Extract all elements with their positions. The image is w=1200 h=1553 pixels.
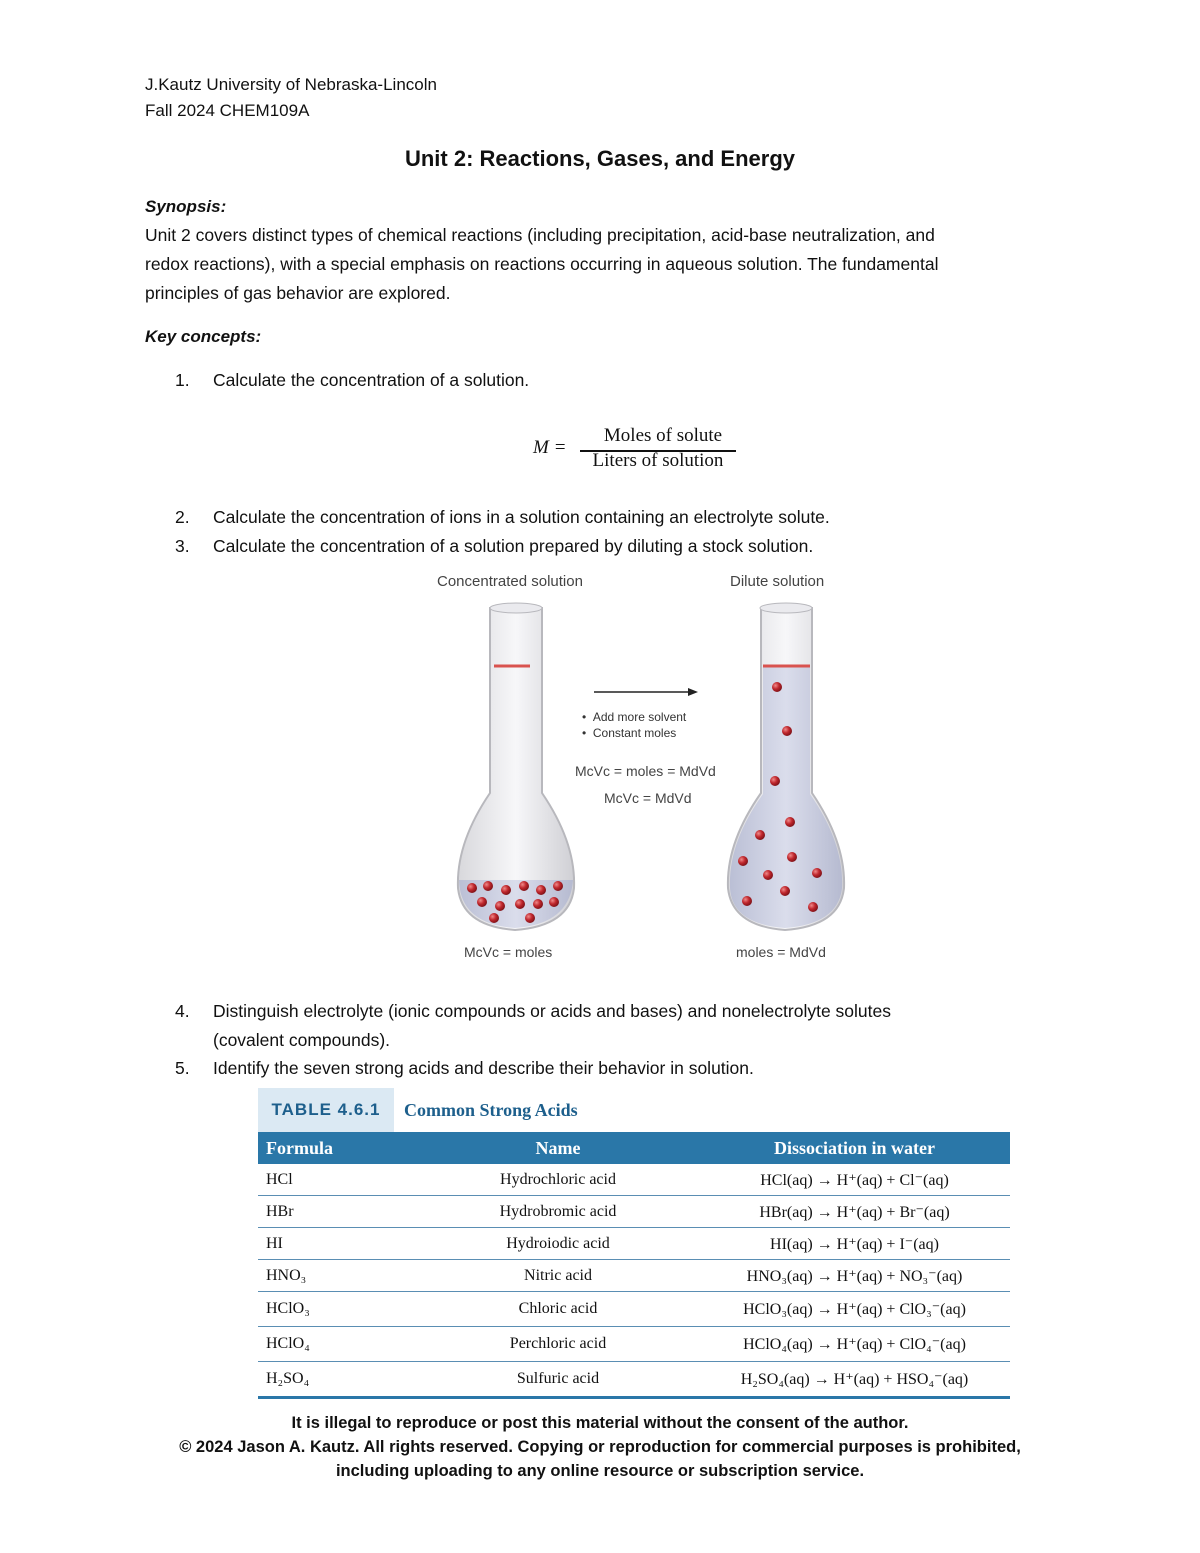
bullet-add-solvent: • Add more solvent [582,710,687,724]
cell-name: Hydrobromic acid [417,1196,699,1228]
list-number: 1. [175,370,190,390]
page-title: Unit 2: Reactions, Gases, and Energy [404,146,795,171]
strong-acids-table [258,1088,1010,1399]
cell-name: Perchloric acid [417,1327,699,1362]
cell-name: Chloric acid [417,1292,699,1327]
list-text-continued: (covalent compounds). [213,1030,391,1050]
table-row [258,1362,1010,1398]
synopsis-label: Synopsis: [145,197,227,216]
list-text: Calculate the concentration of a solution prepared by diluting a stock solution. [213,536,814,556]
acids-data-table [258,1132,1010,1399]
dilute-flask [728,603,844,930]
cell-dissociation: HNO₃(aq) → H⁺(aq) + NO₃⁻(aq) [699,1260,1010,1292]
right-arrow-icon [594,688,698,696]
cell-name: Nitric acid [417,1260,699,1292]
dilute-label: Dilute solution [730,573,825,590]
concentrated-flask [458,603,574,930]
header-line-2: Fall 2024 CHEM109A [145,101,310,120]
header-line-1: J.Kautz University of Nebraska-Lincoln [145,75,437,94]
list-item [175,1054,1055,1083]
cell-name: Hydrochloric acid [417,1164,699,1196]
cell-formula: HCl [258,1164,417,1196]
table-row [258,1228,1010,1260]
cell-formula: HClO₃ [258,1292,417,1327]
dilution-eq-2: McVc = MdVd [604,790,692,806]
synopsis-line-3: principles of gas behavior are explored. [145,283,451,303]
key-concepts-label: Key concepts: [145,327,262,346]
footer-line-3: including uploading to any online resource or subscription service. [335,1462,865,1480]
list-item [175,366,1055,395]
list-number: 4. [175,1001,190,1021]
cell-formula: HNO₃ [258,1260,417,1292]
table-header-row [258,1132,1010,1164]
molarity-formula [533,425,753,477]
cell-dissociation: HCl(aq) → H⁺(aq) + Cl⁻(aq) [699,1164,1010,1196]
footer-line-1: It is illegal to reproduce or post this material without the consent of the author. [291,1414,909,1432]
formula-denominator: Liters of solution [592,450,724,471]
synopsis-line-2: redox reactions), with a special emphasis on reactions occurring in aqueous solution. The fundamental [145,254,939,274]
cell-formula: H₂SO₄ [258,1362,417,1398]
table-row [258,1164,1010,1196]
table-number: TABLE 4.6.1 [258,1088,394,1132]
column-header-dissociation: Dissociation in water [699,1132,1010,1164]
table-row [258,1292,1010,1327]
table-heading [258,1088,1010,1132]
formula-numerator: Moles of solute [603,425,723,446]
bullet-constant-moles: • Constant moles [582,726,677,740]
list-text: Calculate the concentration of ions in a solution containing an electrolyte solute. [213,507,830,527]
cell-name: Hydroiodic acid [417,1228,699,1260]
synopsis-line-1: Unit 2 covers distinct types of chemical reactions (including precipitation, acid-base neutralization, and [145,225,935,245]
column-header-name: Name [417,1132,699,1164]
table-caption: Common Strong Acids [404,1099,578,1120]
cell-name: Sulfuric acid [417,1362,699,1398]
list-number: 2. [175,507,190,527]
table-row [258,1196,1010,1228]
footer-line-2: © 2024 Jason A. Kautz. All rights reserved. Copying or reproduction for commercial purposes is prohibited, [179,1438,1021,1456]
concentrated-caption: McVc = moles [464,944,553,960]
dilution-figure [420,568,860,968]
table-row [258,1327,1010,1362]
cell-dissociation: HClO₃(aq) → H⁺(aq) + ClO₃⁻(aq) [699,1292,1010,1327]
list-text: Identify the seven strong acids and describe their behavior in solution. [213,1058,754,1078]
list-text: Calculate the concentration of a solution. [213,370,530,390]
cell-dissociation: HClO₄(aq) → H⁺(aq) + ClO₄⁻(aq) [699,1327,1010,1362]
list-item [175,503,1055,532]
cell-dissociation: HI(aq) → H⁺(aq) + I⁻(aq) [699,1228,1010,1260]
column-header-formula: Formula [258,1132,417,1164]
list-item [175,997,1055,1055]
list-number: 3. [175,536,190,556]
cell-dissociation: H₂SO₄(aq) → H⁺(aq) + HSO₄⁻(aq) [699,1362,1010,1398]
footer-notice [0,1411,1200,1483]
synopsis-text [145,221,1065,308]
concentrated-label: Concentrated solution [437,573,583,590]
list-text: Distinguish electrolyte (ionic compounds or acids and bases) and nonelectrolyte solutes [213,1001,892,1021]
list-number: 5. [175,1058,190,1078]
cell-formula: HBr [258,1196,417,1228]
dilution-eq-1: McVc = moles = MdVd [575,763,716,779]
cell-formula: HClO₄ [258,1327,417,1362]
dilute-caption: moles = MdVd [736,944,826,960]
cell-formula: HI [258,1228,417,1260]
table-row [258,1260,1010,1292]
list-item [175,532,1055,561]
formula-lhs: M = [533,437,567,458]
cell-dissociation: HBr(aq) → H⁺(aq) + Br⁻(aq) [699,1196,1010,1228]
